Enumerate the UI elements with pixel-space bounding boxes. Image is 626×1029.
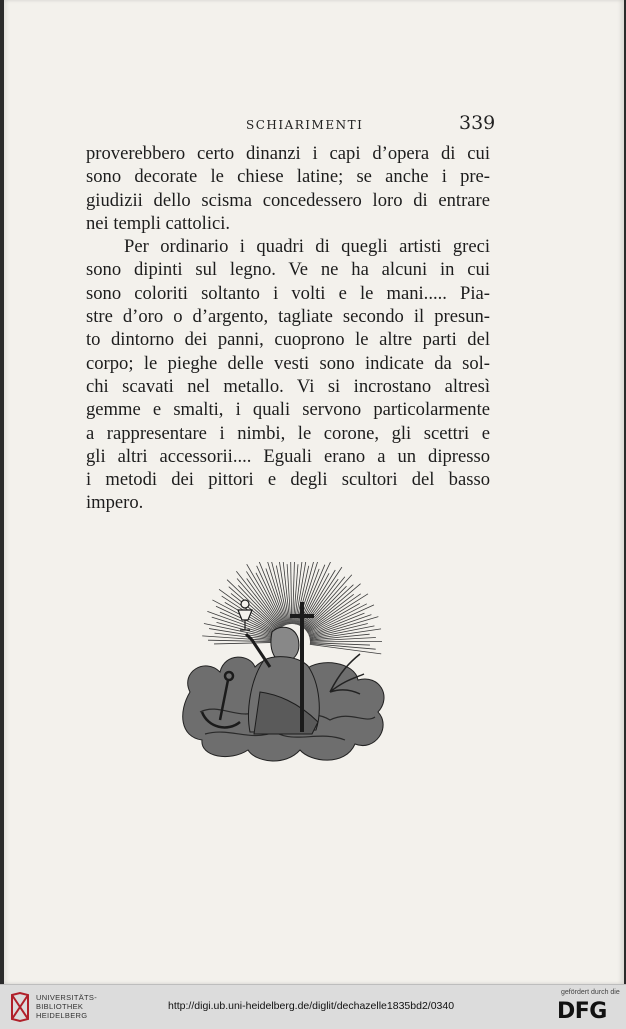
- text-line: gli altri accessorii.... Eguali erano a un dipresso: [86, 445, 490, 467]
- digitization-footer: [0, 984, 626, 1029]
- running-head: SCHIARIMENTI: [246, 118, 364, 132]
- text-line: stre d’oro o d’argento, tagliate secondo il presun-: [86, 306, 490, 328]
- text-line: Per ordinario i quadri di quegli artisti greci: [124, 236, 490, 258]
- text-line: a rappresentare i nimbi, le corone, gli scettri e: [86, 422, 490, 444]
- text-line: nei templi cattolici.: [86, 212, 231, 234]
- body-text: [86, 142, 490, 515]
- text-line: chi scavati nel metallo. Vi si incrostano altresì: [86, 375, 490, 397]
- ray-line: [310, 641, 382, 642]
- source-url-link[interactable]: http://digi.ub.uni-heidelberg.de/diglit/dechazelle1835bd2/0340: [168, 1000, 455, 1012]
- sponsor-note: gefördert durch die: [561, 989, 620, 996]
- text-line: corpo; le pieghe delle vesti sono indicate da sol-: [86, 352, 490, 374]
- dfg-logo: DFG: [557, 999, 607, 1024]
- text-line: sono decorate le chiese latine; se anche i pre-: [86, 166, 490, 188]
- text-line: to dintorno dei panni, cuoprono le altre parti del: [86, 329, 490, 351]
- institution-name: UNIVERSITÄTS- BIBLIOTHEK HEIDELBERG: [36, 993, 97, 1020]
- book-page: [4, 0, 624, 984]
- paragraph-2: [86, 235, 490, 515]
- university-library-logo-icon: [8, 991, 32, 1023]
- text-line: impero.: [86, 492, 144, 514]
- text-line: sono coloriti soltanto i volti e le mani..... Pia-: [86, 282, 490, 304]
- page-number: 339: [459, 112, 496, 134]
- text-line: giudizii dello scisma concedessero loro di entrare: [86, 189, 490, 211]
- ray-line: [214, 642, 274, 643]
- text-line: gemme e smalti, i quali servono particolarmente: [86, 399, 490, 421]
- paragraph-1: [86, 142, 490, 235]
- text-line: i metodi dei pittori e degli scultori del basso: [86, 469, 490, 491]
- engraved-vignette-faith: [180, 562, 390, 772]
- text-line: proverebbero certo dinanzi i capi d’opera di cui: [86, 143, 490, 164]
- text-line: sono dipinti sul legno. Ve ne ha alcuni in cui: [86, 259, 490, 281]
